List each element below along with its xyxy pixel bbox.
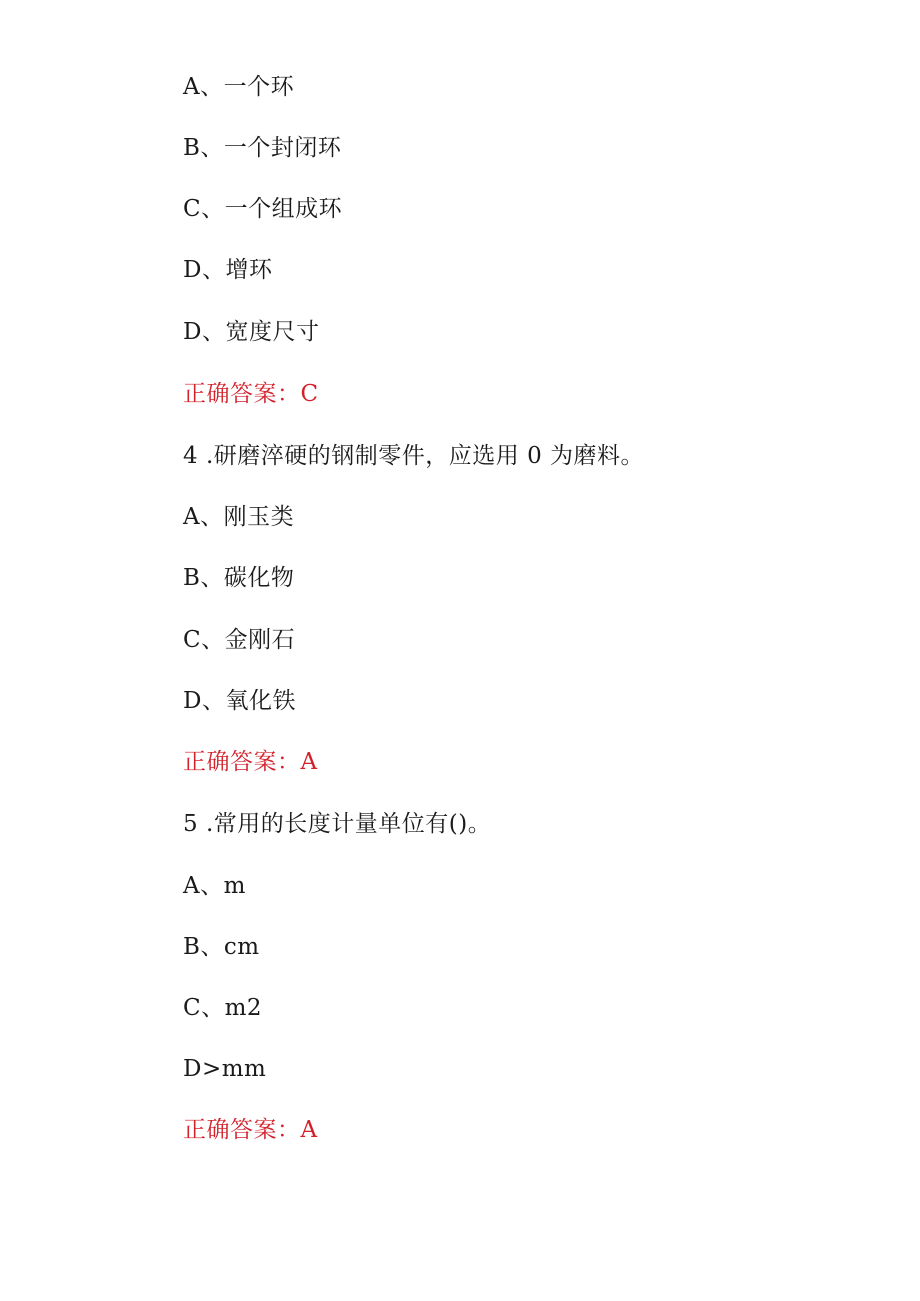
q3-option-c: C、一个组成环 (183, 196, 343, 222)
q4-option-b: B、碳化物 (183, 565, 295, 591)
q3-answer: 正确答案：C (183, 381, 319, 407)
q5-question: 5 .常用的长度计量单位有()。 (183, 811, 492, 837)
q3-option-d: D、增环 (183, 257, 273, 283)
q5-option-b: B、cm (183, 934, 260, 960)
q4-option-c: C、金刚石 (183, 627, 296, 653)
q3-option-b: B、一个封闭环 (183, 135, 342, 161)
q4-option-d: D、氧化铁 (183, 688, 296, 714)
q5-option-a: A、m (183, 873, 246, 899)
q4-option-a: A、刚玉类 (183, 504, 295, 530)
q3-option-a: A、一个环 (183, 74, 295, 100)
q4-answer: 正确答案：A (183, 749, 318, 775)
q5-option-d: D>mm (183, 1056, 267, 1082)
q3-option-d2: D、宽度尺寸 (183, 319, 320, 345)
q4-question: 4 .研磨淬硬的钢制零件，应选用 0 为磨料。 (183, 443, 645, 469)
q5-option-c: C、m2 (183, 995, 263, 1021)
q5-answer: 正确答案：A (183, 1117, 318, 1143)
